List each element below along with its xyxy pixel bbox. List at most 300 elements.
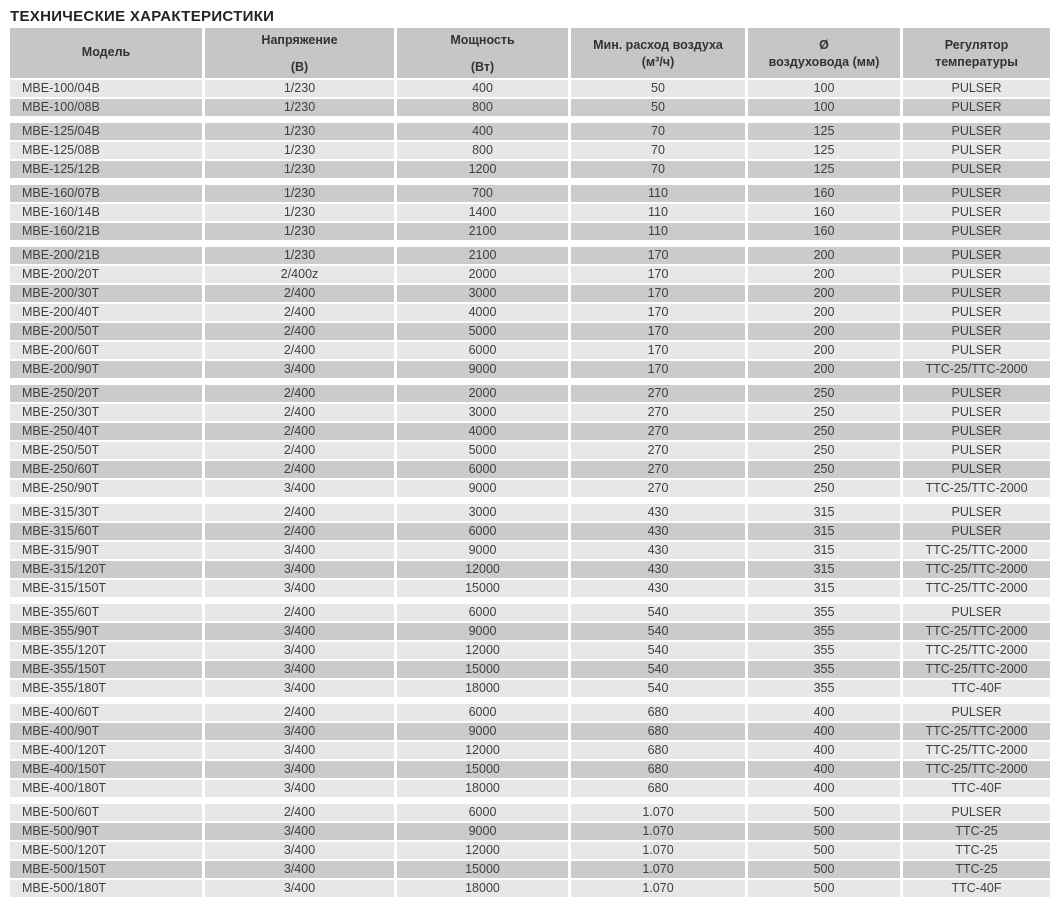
cell-diameter: 125 [748,123,900,140]
cell-regulator: PULSER [903,247,1050,264]
table-row [10,561,1050,578]
cell-power: 12000 [397,742,568,759]
cell-power: 400 [397,80,568,97]
cell-model: MBE-125/08B [10,142,202,159]
table-row [10,642,1050,659]
cell-diameter: 200 [748,342,900,359]
cell-regulator: TTC-25/TTC-2000 [903,723,1050,740]
cell-diameter: 250 [748,461,900,478]
cell-voltage: 1/230 [205,185,394,202]
cell-model: MBE-200/21B [10,247,202,264]
cell-airflow: 170 [571,361,745,378]
cell-diameter: 200 [748,285,900,302]
cell-regulator: TTC-25/TTC-2000 [903,361,1050,378]
table-row [10,142,1050,159]
cell-regulator: PULSER [903,461,1050,478]
cell-model: MBE-200/40T [10,304,202,321]
cell-model: MBE-500/120T [10,842,202,859]
cell-diameter: 500 [748,823,900,840]
cell-voltage: 2/400 [205,804,394,821]
cell-regulator: TTC-40F [903,880,1050,897]
cell-regulator: PULSER [903,204,1050,221]
cell-voltage: 2/400 [205,423,394,440]
table-row [10,704,1050,721]
cell-regulator: PULSER [903,185,1050,202]
cell-diameter: 160 [748,204,900,221]
cell-airflow: 680 [571,761,745,778]
cell-voltage: 3/400 [205,561,394,578]
table-row [10,861,1050,878]
cell-diameter: 200 [748,361,900,378]
cell-airflow: 270 [571,423,745,440]
cell-diameter: 355 [748,604,900,621]
cell-power: 18000 [397,780,568,797]
cell-voltage: 3/400 [205,661,394,678]
cell-regulator: PULSER [903,323,1050,340]
table-row [10,304,1050,321]
cell-voltage: 2/400 [205,342,394,359]
cell-airflow: 270 [571,480,745,497]
table-row [10,385,1050,402]
cell-airflow: 680 [571,780,745,797]
cell-diameter: 250 [748,423,900,440]
cell-power: 12000 [397,561,568,578]
table-row [10,723,1050,740]
cell-diameter: 160 [748,223,900,240]
table-row [10,204,1050,221]
cell-regulator: PULSER [903,304,1050,321]
cell-model: MBE-355/90T [10,623,202,640]
page-title: ТЕХНИЧЕСКИЕ ХАРАКТЕРИСТИКИ [10,8,275,25]
cell-voltage: 3/400 [205,880,394,897]
cell-voltage: 2/400 [205,404,394,421]
cell-voltage: 2/400z [205,266,394,283]
table-row [10,604,1050,621]
cell-diameter: 200 [748,323,900,340]
cell-diameter: 250 [748,442,900,459]
cell-airflow: 430 [571,580,745,597]
cell-regulator: TTC-25/TTC-2000 [903,661,1050,678]
cell-power: 5000 [397,442,568,459]
table-row [10,266,1050,283]
cell-voltage: 2/400 [205,442,394,459]
cell-airflow: 170 [571,342,745,359]
col-header-voltage [205,28,394,78]
col-header-unit: (Вт) [470,59,495,74]
cell-voltage: 2/400 [205,285,394,302]
table-row [10,804,1050,821]
cell-power: 12000 [397,642,568,659]
cell-regulator: PULSER [903,523,1050,540]
cell-power: 3000 [397,404,568,421]
cell-model: MBE-315/60T [10,523,202,540]
cell-model: MBE-250/60T [10,461,202,478]
cell-regulator: PULSER [903,342,1050,359]
cell-power: 2100 [397,247,568,264]
cell-airflow: 1.070 [571,823,745,840]
table-row [10,461,1050,478]
cell-voltage: 2/400 [205,504,394,521]
table-row [10,842,1050,859]
cell-model: MBE-500/90T [10,823,202,840]
cell-power: 15000 [397,861,568,878]
cell-regulator: PULSER [903,161,1050,178]
cell-power: 4000 [397,304,568,321]
cell-model: MBE-160/07B [10,185,202,202]
table-row [10,780,1050,797]
cell-voltage: 1/230 [205,161,394,178]
cell-airflow: 270 [571,404,745,421]
cell-power: 3000 [397,504,568,521]
table-row [10,342,1050,359]
cell-diameter: 355 [748,642,900,659]
cell-airflow: 70 [571,142,745,159]
cell-voltage: 3/400 [205,480,394,497]
cell-voltage: 3/400 [205,861,394,878]
cell-model: MBE-400/180T [10,780,202,797]
cell-model: MBE-200/90T [10,361,202,378]
cell-diameter: 315 [748,504,900,521]
table-row [10,761,1050,778]
col-header-duct-diameter [748,28,900,78]
col-header-label: Ø [819,37,829,52]
cell-voltage: 2/400 [205,604,394,621]
cell-diameter: 355 [748,623,900,640]
cell-power: 18000 [397,880,568,897]
cell-voltage: 3/400 [205,823,394,840]
cell-model: MBE-250/30T [10,404,202,421]
table-row [10,580,1050,597]
table-row [10,880,1050,897]
table-row [10,661,1050,678]
cell-power: 6000 [397,804,568,821]
cell-power: 6000 [397,704,568,721]
cell-model: MBE-355/60T [10,604,202,621]
cell-diameter: 400 [748,761,900,778]
col-header-unit: (В) [290,59,309,74]
col-header-label: Регулятор [944,37,1009,52]
cell-regulator: TTC-25/TTC-2000 [903,623,1050,640]
table-row [10,442,1050,459]
cell-regulator: TTC-25/TTC-2000 [903,580,1050,597]
cell-regulator: PULSER [903,442,1050,459]
cell-voltage: 3/400 [205,642,394,659]
cell-power: 6000 [397,342,568,359]
cell-airflow: 430 [571,504,745,521]
cell-power: 2100 [397,223,568,240]
cell-model: MBE-250/90T [10,480,202,497]
cell-power: 15000 [397,761,568,778]
cell-diameter: 250 [748,480,900,497]
cell-airflow: 680 [571,704,745,721]
table-row [10,99,1050,116]
cell-voltage: 1/230 [205,99,394,116]
cell-power: 9000 [397,480,568,497]
cell-voltage: 3/400 [205,780,394,797]
cell-regulator: PULSER [903,223,1050,240]
cell-airflow: 430 [571,523,745,540]
col-header-model [10,28,202,78]
cell-diameter: 500 [748,880,900,897]
cell-regulator: PULSER [903,804,1050,821]
cell-voltage: 1/230 [205,204,394,221]
col-header-label: Мин. расход воздуха [593,37,723,52]
cell-regulator: PULSER [903,142,1050,159]
cell-power: 6000 [397,523,568,540]
cell-model: MBE-400/120T [10,742,202,759]
cell-voltage: 2/400 [205,523,394,540]
cell-power: 2000 [397,266,568,283]
cell-voltage: 3/400 [205,542,394,559]
cell-diameter: 500 [748,842,900,859]
table-row [10,680,1050,697]
cell-airflow: 50 [571,99,745,116]
cell-power: 4000 [397,423,568,440]
cell-diameter: 200 [748,304,900,321]
cell-airflow: 170 [571,266,745,283]
cell-airflow: 170 [571,285,745,302]
cell-power: 15000 [397,580,568,597]
table-row [10,823,1050,840]
cell-diameter: 355 [748,661,900,678]
table-row [10,223,1050,240]
cell-model: MBE-315/30T [10,504,202,521]
cell-model: MBE-160/14B [10,204,202,221]
cell-airflow: 270 [571,442,745,459]
cell-diameter: 500 [748,804,900,821]
table-row [10,323,1050,340]
cell-model: MBE-200/20T [10,266,202,283]
table-row [10,523,1050,540]
cell-power: 800 [397,142,568,159]
cell-airflow: 540 [571,623,745,640]
cell-power: 1400 [397,204,568,221]
cell-airflow: 170 [571,323,745,340]
cell-model: MBE-500/60T [10,804,202,821]
cell-model: MBE-500/150T [10,861,202,878]
table-row [10,404,1050,421]
cell-airflow: 540 [571,680,745,697]
cell-model: MBE-315/120T [10,561,202,578]
cell-power: 12000 [397,842,568,859]
col-header-label: Напряжение [261,32,338,47]
table-row [10,480,1050,497]
cell-voltage: 2/400 [205,304,394,321]
cell-regulator: PULSER [903,504,1050,521]
cell-model: MBE-250/50T [10,442,202,459]
cell-model: MBE-250/40T [10,423,202,440]
cell-diameter: 100 [748,99,900,116]
cell-regulator: PULSER [903,404,1050,421]
cell-model: MBE-315/150T [10,580,202,597]
cell-voltage: 2/400 [205,385,394,402]
cell-model: MBE-100/08B [10,99,202,116]
cell-regulator: TTC-25 [903,842,1050,859]
cell-regulator: TTC-40F [903,780,1050,797]
cell-voltage: 1/230 [205,123,394,140]
cell-diameter: 250 [748,385,900,402]
cell-regulator: TTC-40F [903,680,1050,697]
cell-regulator: PULSER [903,80,1050,97]
cell-power: 9000 [397,823,568,840]
cell-power: 700 [397,185,568,202]
cell-model: MBE-125/04B [10,123,202,140]
table-row [10,623,1050,640]
cell-diameter: 315 [748,523,900,540]
col-header-label: Мощность [450,32,515,47]
cell-airflow: 70 [571,123,745,140]
cell-airflow: 540 [571,642,745,659]
cell-voltage: 3/400 [205,842,394,859]
cell-diameter: 315 [748,561,900,578]
cell-model: MBE-125/12B [10,161,202,178]
cell-airflow: 270 [571,461,745,478]
table-body [10,80,1050,897]
cell-model: MBE-250/20T [10,385,202,402]
cell-power: 800 [397,99,568,116]
cell-model: MBE-200/50T [10,323,202,340]
cell-regulator: PULSER [903,99,1050,116]
cell-voltage: 3/400 [205,580,394,597]
cell-voltage: 1/230 [205,247,394,264]
table-row [10,80,1050,97]
cell-model: MBE-355/120T [10,642,202,659]
cell-regulator: PULSER [903,123,1050,140]
cell-airflow: 170 [571,304,745,321]
cell-regulator: PULSER [903,604,1050,621]
cell-voltage: 3/400 [205,742,394,759]
cell-model: MBE-400/90T [10,723,202,740]
cell-airflow: 170 [571,247,745,264]
cell-airflow: 540 [571,604,745,621]
cell-diameter: 200 [748,266,900,283]
cell-voltage: 3/400 [205,761,394,778]
cell-airflow: 1.070 [571,804,745,821]
cell-model: MBE-500/180T [10,880,202,897]
cell-airflow: 110 [571,185,745,202]
cell-model: MBE-200/30T [10,285,202,302]
cell-power: 5000 [397,323,568,340]
cell-power: 18000 [397,680,568,697]
table-row [10,185,1050,202]
cell-voltage: 1/230 [205,142,394,159]
cell-airflow: 1.070 [571,861,745,878]
cell-voltage: 3/400 [205,623,394,640]
cell-power: 2000 [397,385,568,402]
table-row [10,285,1050,302]
table-row [10,123,1050,140]
cell-regulator: TTC-25/TTC-2000 [903,761,1050,778]
cell-regulator: TTC-25 [903,823,1050,840]
cell-power: 6000 [397,604,568,621]
cell-regulator: PULSER [903,266,1050,283]
cell-model: MBE-400/150T [10,761,202,778]
cell-diameter: 315 [748,542,900,559]
cell-regulator: TTC-25 [903,861,1050,878]
cell-diameter: 400 [748,780,900,797]
cell-voltage: 2/400 [205,704,394,721]
cell-voltage: 3/400 [205,723,394,740]
cell-airflow: 680 [571,742,745,759]
cell-regulator: TTC-25/TTC-2000 [903,480,1050,497]
cell-power: 3000 [397,285,568,302]
cell-diameter: 250 [748,404,900,421]
cell-model: MBE-355/180T [10,680,202,697]
cell-power: 9000 [397,542,568,559]
cell-airflow: 270 [571,385,745,402]
cell-regulator: TTC-25/TTC-2000 [903,742,1050,759]
cell-regulator: TTC-25/TTC-2000 [903,642,1050,659]
cell-airflow: 110 [571,204,745,221]
table-row [10,361,1050,378]
cell-power: 6000 [397,461,568,478]
table-row [10,504,1050,521]
col-header-label: Модель [81,44,131,59]
cell-diameter: 400 [748,742,900,759]
cell-airflow: 110 [571,223,745,240]
cell-diameter: 400 [748,704,900,721]
cell-airflow: 540 [571,661,745,678]
cell-model: MBE-100/04B [10,80,202,97]
table-header [10,28,1050,78]
col-header-unit: (м³/ч) [641,54,675,69]
cell-power: 15000 [397,661,568,678]
cell-airflow: 1.070 [571,880,745,897]
cell-airflow: 430 [571,542,745,559]
cell-diameter: 200 [748,247,900,264]
cell-regulator: PULSER [903,285,1050,302]
cell-power: 9000 [397,361,568,378]
cell-diameter: 125 [748,161,900,178]
cell-regulator: PULSER [903,385,1050,402]
table-row [10,542,1050,559]
cell-diameter: 400 [748,723,900,740]
cell-power: 9000 [397,723,568,740]
cell-airflow: 430 [571,561,745,578]
cell-model: MBE-400/60T [10,704,202,721]
cell-model: MBE-355/150T [10,661,202,678]
cell-diameter: 500 [748,861,900,878]
cell-airflow: 1.070 [571,842,745,859]
cell-airflow: 680 [571,723,745,740]
cell-model: MBE-315/90T [10,542,202,559]
cell-model: MBE-160/21B [10,223,202,240]
cell-diameter: 160 [748,185,900,202]
cell-diameter: 125 [748,142,900,159]
cell-airflow: 50 [571,80,745,97]
table-row [10,247,1050,264]
cell-voltage: 2/400 [205,323,394,340]
cell-diameter: 100 [748,80,900,97]
col-header-unit: воздуховода (мм) [768,54,880,69]
table-row [10,161,1050,178]
col-header-unit: температуры [935,54,1018,69]
cell-power: 1200 [397,161,568,178]
table-row [10,742,1050,759]
cell-voltage: 3/400 [205,361,394,378]
col-header-airflow [571,28,745,78]
cell-voltage: 1/230 [205,80,394,97]
cell-regulator: PULSER [903,423,1050,440]
cell-voltage: 2/400 [205,461,394,478]
cell-regulator: TTC-25/TTC-2000 [903,542,1050,559]
col-header-regulator [903,28,1050,78]
cell-model: MBE-200/60T [10,342,202,359]
cell-voltage: 1/230 [205,223,394,240]
cell-diameter: 315 [748,580,900,597]
cell-voltage: 3/400 [205,680,394,697]
cell-power: 9000 [397,623,568,640]
